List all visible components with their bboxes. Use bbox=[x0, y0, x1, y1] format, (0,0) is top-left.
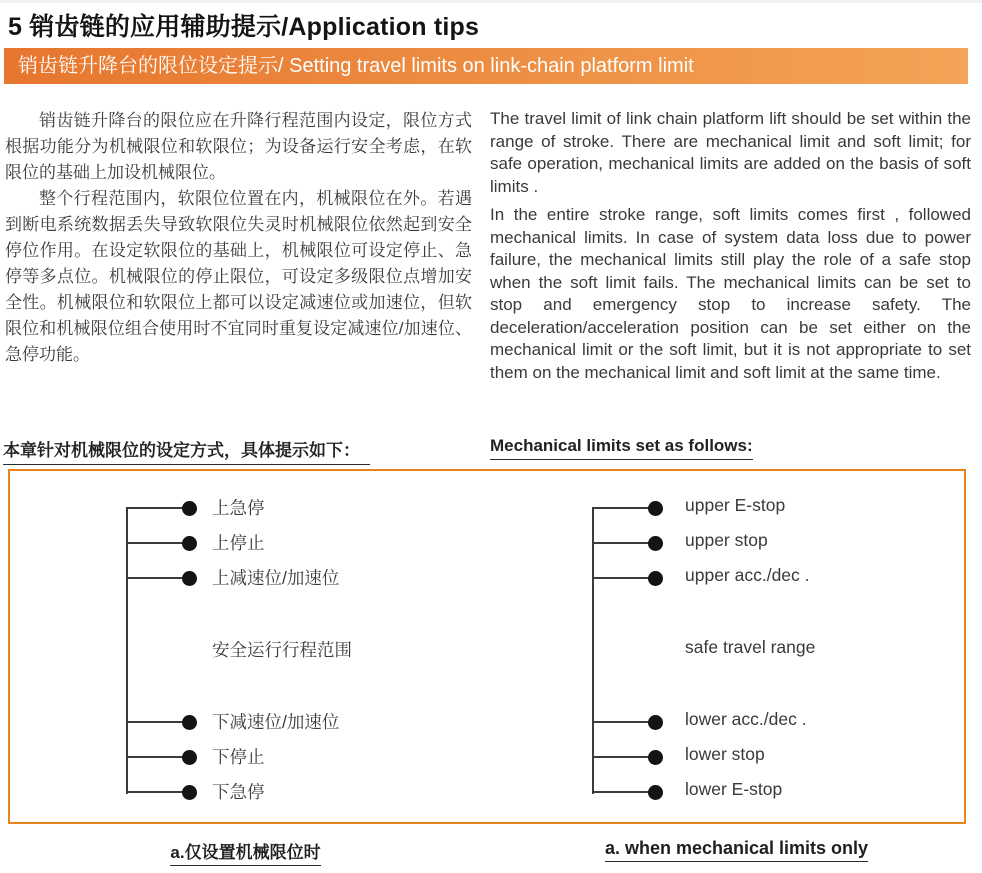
body-columns bbox=[5, 108, 971, 390]
caption-cell-left bbox=[0, 838, 491, 866]
page-title: 5 销齿链的应用辅助提示/Application tips bbox=[8, 13, 480, 41]
limit-label: lower stop bbox=[685, 744, 765, 764]
chinese-column bbox=[5, 108, 472, 390]
branch-line bbox=[126, 577, 190, 579]
limit-point-dot bbox=[648, 785, 663, 800]
limit-label: 下急停 bbox=[212, 782, 265, 802]
limit-point-dot bbox=[648, 501, 663, 516]
limit-point-dot bbox=[648, 536, 663, 551]
figure-caption-zh: a.仅设置机械限位时 bbox=[170, 838, 320, 866]
section-banner bbox=[4, 48, 968, 84]
limit-label: 下停止 bbox=[212, 747, 265, 767]
branch-line bbox=[126, 756, 190, 758]
branch-line bbox=[592, 507, 656, 509]
safe-range-label: 安全运行行程范围 bbox=[212, 640, 352, 660]
tree-trunk-line bbox=[592, 507, 594, 794]
limit-point-dot bbox=[182, 501, 197, 516]
limit-label: 下减速位/加速位 bbox=[212, 712, 340, 732]
limit-point-dot bbox=[182, 571, 197, 586]
subheading-en: Mechanical limits set as follows: bbox=[490, 436, 753, 460]
limit-point-dot bbox=[182, 536, 197, 551]
branch-line bbox=[126, 507, 190, 509]
limits-diagram-box bbox=[8, 469, 966, 824]
en-paragraph-2: In the entire stroke range, soft limits comes first , followed mechanical limits. In case of system data loss due to power failure, the mechanical limits still play the role of a safe stop when the soft limit fails. The mechanical limits can be set to stop and emergency stop to increase safety. The deceleration/acceleration position can be set either on the mechanical limit or the soft limit, but it is not appropriate to set them on the mechanical limit and soft limit at the same time. bbox=[490, 205, 971, 382]
branch-line bbox=[592, 721, 656, 723]
figure-caption-en: a. when mechanical limits only bbox=[605, 838, 868, 862]
zh-paragraph-1: 销齿链升降台的限位应在升降行程范围内设定，限位方式根据功能分为机械限位和软限位；为设备运行安全考虑，在软限位的基础上加设机械限位。 bbox=[5, 111, 472, 182]
tree-trunk-line bbox=[126, 507, 128, 794]
branch-line bbox=[592, 756, 656, 758]
caption-cell-right bbox=[491, 838, 982, 866]
limit-label: upper E-stop bbox=[685, 495, 786, 515]
branch-line bbox=[592, 791, 656, 793]
page-top-edge bbox=[0, 0, 982, 3]
branch-line bbox=[126, 721, 190, 723]
limit-point-dot bbox=[182, 715, 197, 730]
english-column bbox=[490, 108, 971, 390]
en-paragraph-1: The travel limit of link chain platform lift should be set within the range of stroke. There are mechanical limit and soft limit; for safe operation, mechanical limits are added on the basis of soft limits . bbox=[490, 109, 971, 196]
zh-paragraph-2: 整个行程范围内，软限位位置在内，机械限位在外。若遇到断电系统数据丢失导致软限位失灵时机械限位依然起到安全停位作用。在设定软限位的基础上，机械限位可设定停止、急停等多点位。机械限位的停止限位，可设定多级限位点增加安全性。机械限位和软限位上都可以设定减速位或加速位，但软限位和机械限位组合使用时不宜同时重复设定减速位/加速位、急停功能。 bbox=[5, 189, 472, 364]
branch-line bbox=[126, 542, 190, 544]
subheading-zh: 本章针对机械限位的设定方式，具体提示如下： bbox=[3, 436, 370, 465]
section-banner-text: 销齿链升降台的限位设定提示/ Setting travel limits on link-chain platform limit bbox=[18, 55, 694, 77]
limit-point-dot bbox=[648, 750, 663, 765]
limit-point-dot bbox=[648, 715, 663, 730]
limit-point-dot bbox=[182, 785, 197, 800]
limit-label: upper acc./dec . bbox=[685, 565, 810, 585]
limit-label: lower acc./dec . bbox=[685, 709, 807, 729]
figure-captions bbox=[0, 838, 982, 866]
limit-point-dot bbox=[182, 750, 197, 765]
limit-label: 上急停 bbox=[212, 498, 265, 518]
limit-label: lower E-stop bbox=[685, 779, 783, 799]
limit-label: 上减速位/加速位 bbox=[212, 568, 340, 588]
limit-point-dot bbox=[648, 571, 663, 586]
limit-label: 上停止 bbox=[212, 533, 265, 553]
limit-label: upper stop bbox=[685, 530, 768, 550]
safe-range-label: safe travel range bbox=[685, 637, 816, 657]
branch-line bbox=[126, 791, 190, 793]
branch-line bbox=[592, 577, 656, 579]
branch-line bbox=[592, 542, 656, 544]
